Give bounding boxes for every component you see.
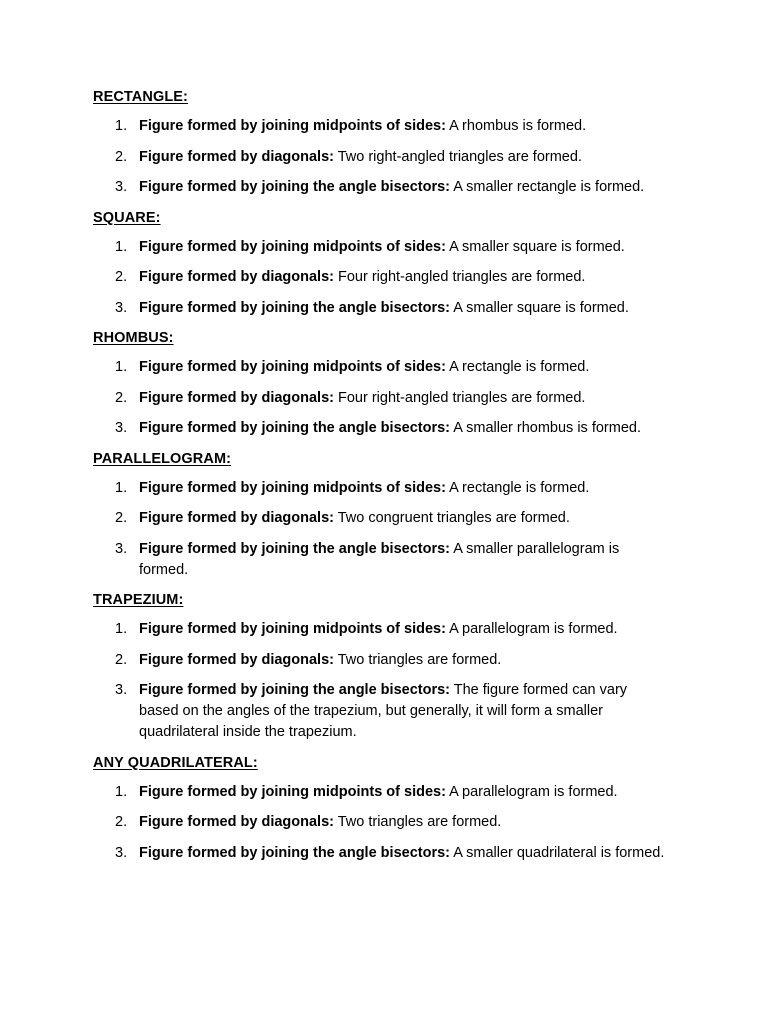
list-item xyxy=(93,177,669,198)
item-description: A rectangle is formed. xyxy=(445,479,590,496)
item-term: Figure formed by joining midpoints of sides: xyxy=(139,783,446,800)
item-number: 3. xyxy=(115,540,128,557)
section-heading: RHOMBUS: xyxy=(93,330,174,346)
item-number: 2. xyxy=(115,269,128,285)
item-description: A smaller parallelogram is formed. xyxy=(139,540,620,578)
item-number: 3. xyxy=(115,682,128,698)
item-description: A smaller rhombus is formed. xyxy=(449,420,641,436)
item-description: A smaller rectangle is formed. xyxy=(449,179,645,195)
item-term: Figure formed by joining midpoints of sides: xyxy=(139,359,446,375)
item-description: A rhombus is formed. xyxy=(445,118,587,134)
list-item xyxy=(93,147,669,168)
item-term: Figure formed by diagonals: xyxy=(139,651,334,668)
list-item xyxy=(93,650,669,671)
list-item xyxy=(93,539,669,581)
list-item xyxy=(93,357,669,378)
list-item xyxy=(93,116,669,137)
list-item xyxy=(93,843,669,864)
list-item xyxy=(93,237,669,258)
list-item xyxy=(93,418,669,439)
item-number: 2. xyxy=(115,510,128,526)
item-description: Four right-angled triangles are formed. xyxy=(333,389,586,406)
item-description: A parallelogram is formed. xyxy=(445,621,618,637)
item-term: Figure formed by joining midpoints of sides: xyxy=(139,118,446,134)
section-rectangle xyxy=(93,87,708,198)
item-list xyxy=(93,357,708,439)
item-number: 1. xyxy=(115,238,128,255)
list-item xyxy=(93,508,669,529)
item-list xyxy=(93,237,708,319)
list-item xyxy=(93,619,669,640)
list-item xyxy=(93,298,669,319)
item-description: Two triangles are formed. xyxy=(333,814,502,830)
item-term: Figure formed by joining the angle bisectors: xyxy=(139,420,450,436)
item-description: Two triangles are formed. xyxy=(333,651,502,668)
item-description: A smaller square is formed. xyxy=(445,238,625,255)
item-term: Figure formed by diagonals: xyxy=(139,389,334,406)
item-number: 3. xyxy=(115,179,128,195)
item-term: Figure formed by diagonals: xyxy=(139,269,334,285)
item-number: 1. xyxy=(115,359,128,375)
item-term: Figure formed by joining the angle bisectors: xyxy=(139,179,450,195)
section-parallelogram xyxy=(93,449,708,581)
item-number: 2. xyxy=(115,148,128,165)
item-term: Figure formed by joining the angle bisectors: xyxy=(139,682,450,698)
item-term: Figure formed by joining midpoints of sides: xyxy=(139,238,446,255)
section-heading: RECTANGLE: xyxy=(93,89,188,105)
item-description: A smaller quadrilateral is formed. xyxy=(449,844,665,861)
item-description: A parallelogram is formed. xyxy=(445,783,618,800)
list-item xyxy=(93,782,669,803)
item-number: 3. xyxy=(115,844,128,861)
item-list xyxy=(93,619,708,743)
item-list xyxy=(93,478,708,581)
item-number: 1. xyxy=(115,621,128,637)
list-item xyxy=(93,388,669,409)
item-term: Figure formed by joining midpoints of sides: xyxy=(139,621,446,637)
item-description: A smaller square is formed. xyxy=(449,299,629,316)
item-description: Four right-angled triangles are formed. xyxy=(333,269,586,285)
list-item xyxy=(93,267,669,288)
item-term: Figure formed by joining midpoints of sides: xyxy=(139,479,446,496)
list-item xyxy=(93,478,669,499)
item-number: 2. xyxy=(115,814,128,830)
section-square xyxy=(93,208,708,319)
item-term: Figure formed by joining the angle bisectors: xyxy=(139,844,450,861)
item-term: Figure formed by joining the angle bisectors: xyxy=(139,299,450,316)
item-number: 3. xyxy=(115,299,128,316)
item-number: 2. xyxy=(115,651,128,668)
item-number: 1. xyxy=(115,479,128,496)
section-heading: ANY QUADRILATERAL: xyxy=(93,754,258,771)
list-item xyxy=(93,812,669,833)
item-description: Two congruent triangles are formed. xyxy=(333,510,570,526)
item-term: Figure formed by diagonals: xyxy=(139,148,334,165)
list-item xyxy=(93,680,669,743)
item-list xyxy=(93,782,708,864)
item-term: Figure formed by diagonals: xyxy=(139,510,334,526)
section-heading: PARALLELOGRAM: xyxy=(93,450,232,467)
item-number: 1. xyxy=(115,783,128,800)
item-description: A rectangle is formed. xyxy=(445,359,590,375)
item-list xyxy=(93,116,708,198)
item-term: Figure formed by joining the angle bisectors: xyxy=(139,540,450,557)
item-description: Two right-angled triangles are formed. xyxy=(333,148,582,165)
item-number: 2. xyxy=(115,389,128,406)
section-heading: SQUARE: xyxy=(93,209,161,226)
section-rhombus xyxy=(93,328,708,439)
item-term: Figure formed by diagonals: xyxy=(139,814,334,830)
item-number: 1. xyxy=(115,118,128,134)
section-heading: TRAPEZIUM: xyxy=(93,592,184,608)
item-number: 3. xyxy=(115,420,128,436)
section-trapezium xyxy=(93,590,708,743)
section-any-quadrilateral xyxy=(93,753,708,864)
item-description: The figure formed can vary based on the angles of the trapezium, but generally, it will form a smaller quadrilateral inside the trapezium. xyxy=(139,682,628,740)
